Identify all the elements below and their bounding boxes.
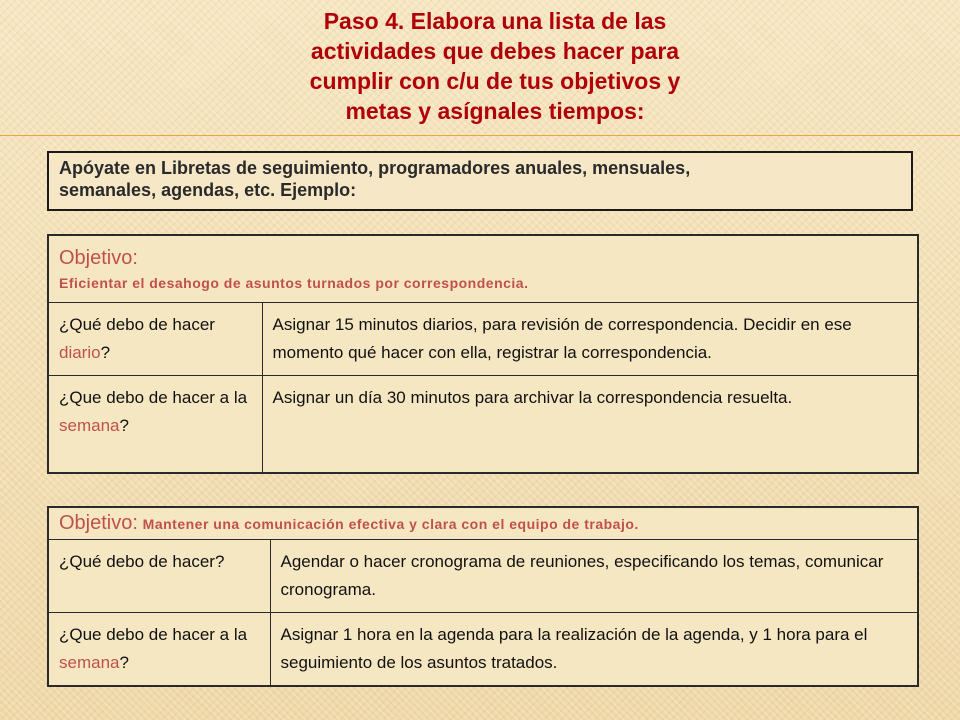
answer-cell: Asignar 1 hora en la agenda para la realización de la agenda, y 1 hora para el seguimiento de los asuntos tratados. [270, 613, 918, 687]
objective-table-1 [47, 234, 919, 474]
title-line-4: metas y asígnales tiempos: [345, 98, 645, 124]
title-line-1: Paso 4. Elabora una lista de las [323, 8, 667, 34]
answer-cell: Asignar un día 30 minutos para archivar la correspondencia resuelta. [262, 376, 918, 474]
question-highlight: semana [59, 416, 120, 435]
objective-text: Mantener una comunicación efectiva y clara con el equipo de trabajo. [142, 516, 639, 532]
question-end: ? [119, 653, 129, 672]
answer-cell: Asignar 15 minutos diarios, para revisión de correspondencia. Decidir en ese momento qué hacer con ella, registrar la correspondencia. [262, 303, 918, 376]
instruction-box [47, 151, 913, 211]
question-cell [48, 613, 270, 687]
objective-header-row [48, 507, 918, 540]
objective-text: Eficientar el desahogo de asuntos turnados por correspondencia. [59, 275, 529, 291]
question-highlight: semana [59, 653, 120, 672]
question-text: ¿Que debo de hacer a la [59, 388, 248, 407]
instruction-line-2: semanales, agendas, etc. Ejemplo: [59, 180, 357, 200]
table-row [48, 613, 918, 687]
objective-header [48, 507, 918, 540]
question-highlight: diario [59, 343, 101, 362]
question-cell [48, 540, 270, 613]
question-end: ? [119, 416, 129, 435]
answer-cell: Agendar o hacer cronograma de reuniones, especificando los temas, comunicar cronograma. [270, 540, 918, 613]
question-text: ¿Qué debo de hacer [59, 315, 215, 334]
objective-header [48, 235, 918, 303]
objective-header-row [48, 235, 918, 303]
title-line-3: cumplir con c/u de tus objetivos y [309, 68, 681, 94]
question-text: ¿Que debo de hacer a la [59, 625, 248, 644]
instruction-line-1: Apóyate en Libretas de seguimiento, programadores anuales, mensuales, [59, 158, 691, 178]
table-row [48, 376, 918, 474]
question-cell [48, 303, 262, 376]
slide-title [200, 6, 790, 126]
question-text: ¿Qué debo de hacer? [59, 552, 225, 571]
table-row [48, 303, 918, 376]
question-cell [48, 376, 262, 474]
objective-table-2 [47, 506, 919, 687]
title-divider [0, 135, 960, 136]
title-line-2: actividades que debes hacer para [310, 38, 680, 64]
objective-label: Objetivo: [59, 247, 138, 269]
table-row [48, 540, 918, 613]
question-end: ? [100, 343, 111, 362]
objective-label: Objetivo: [59, 512, 138, 534]
